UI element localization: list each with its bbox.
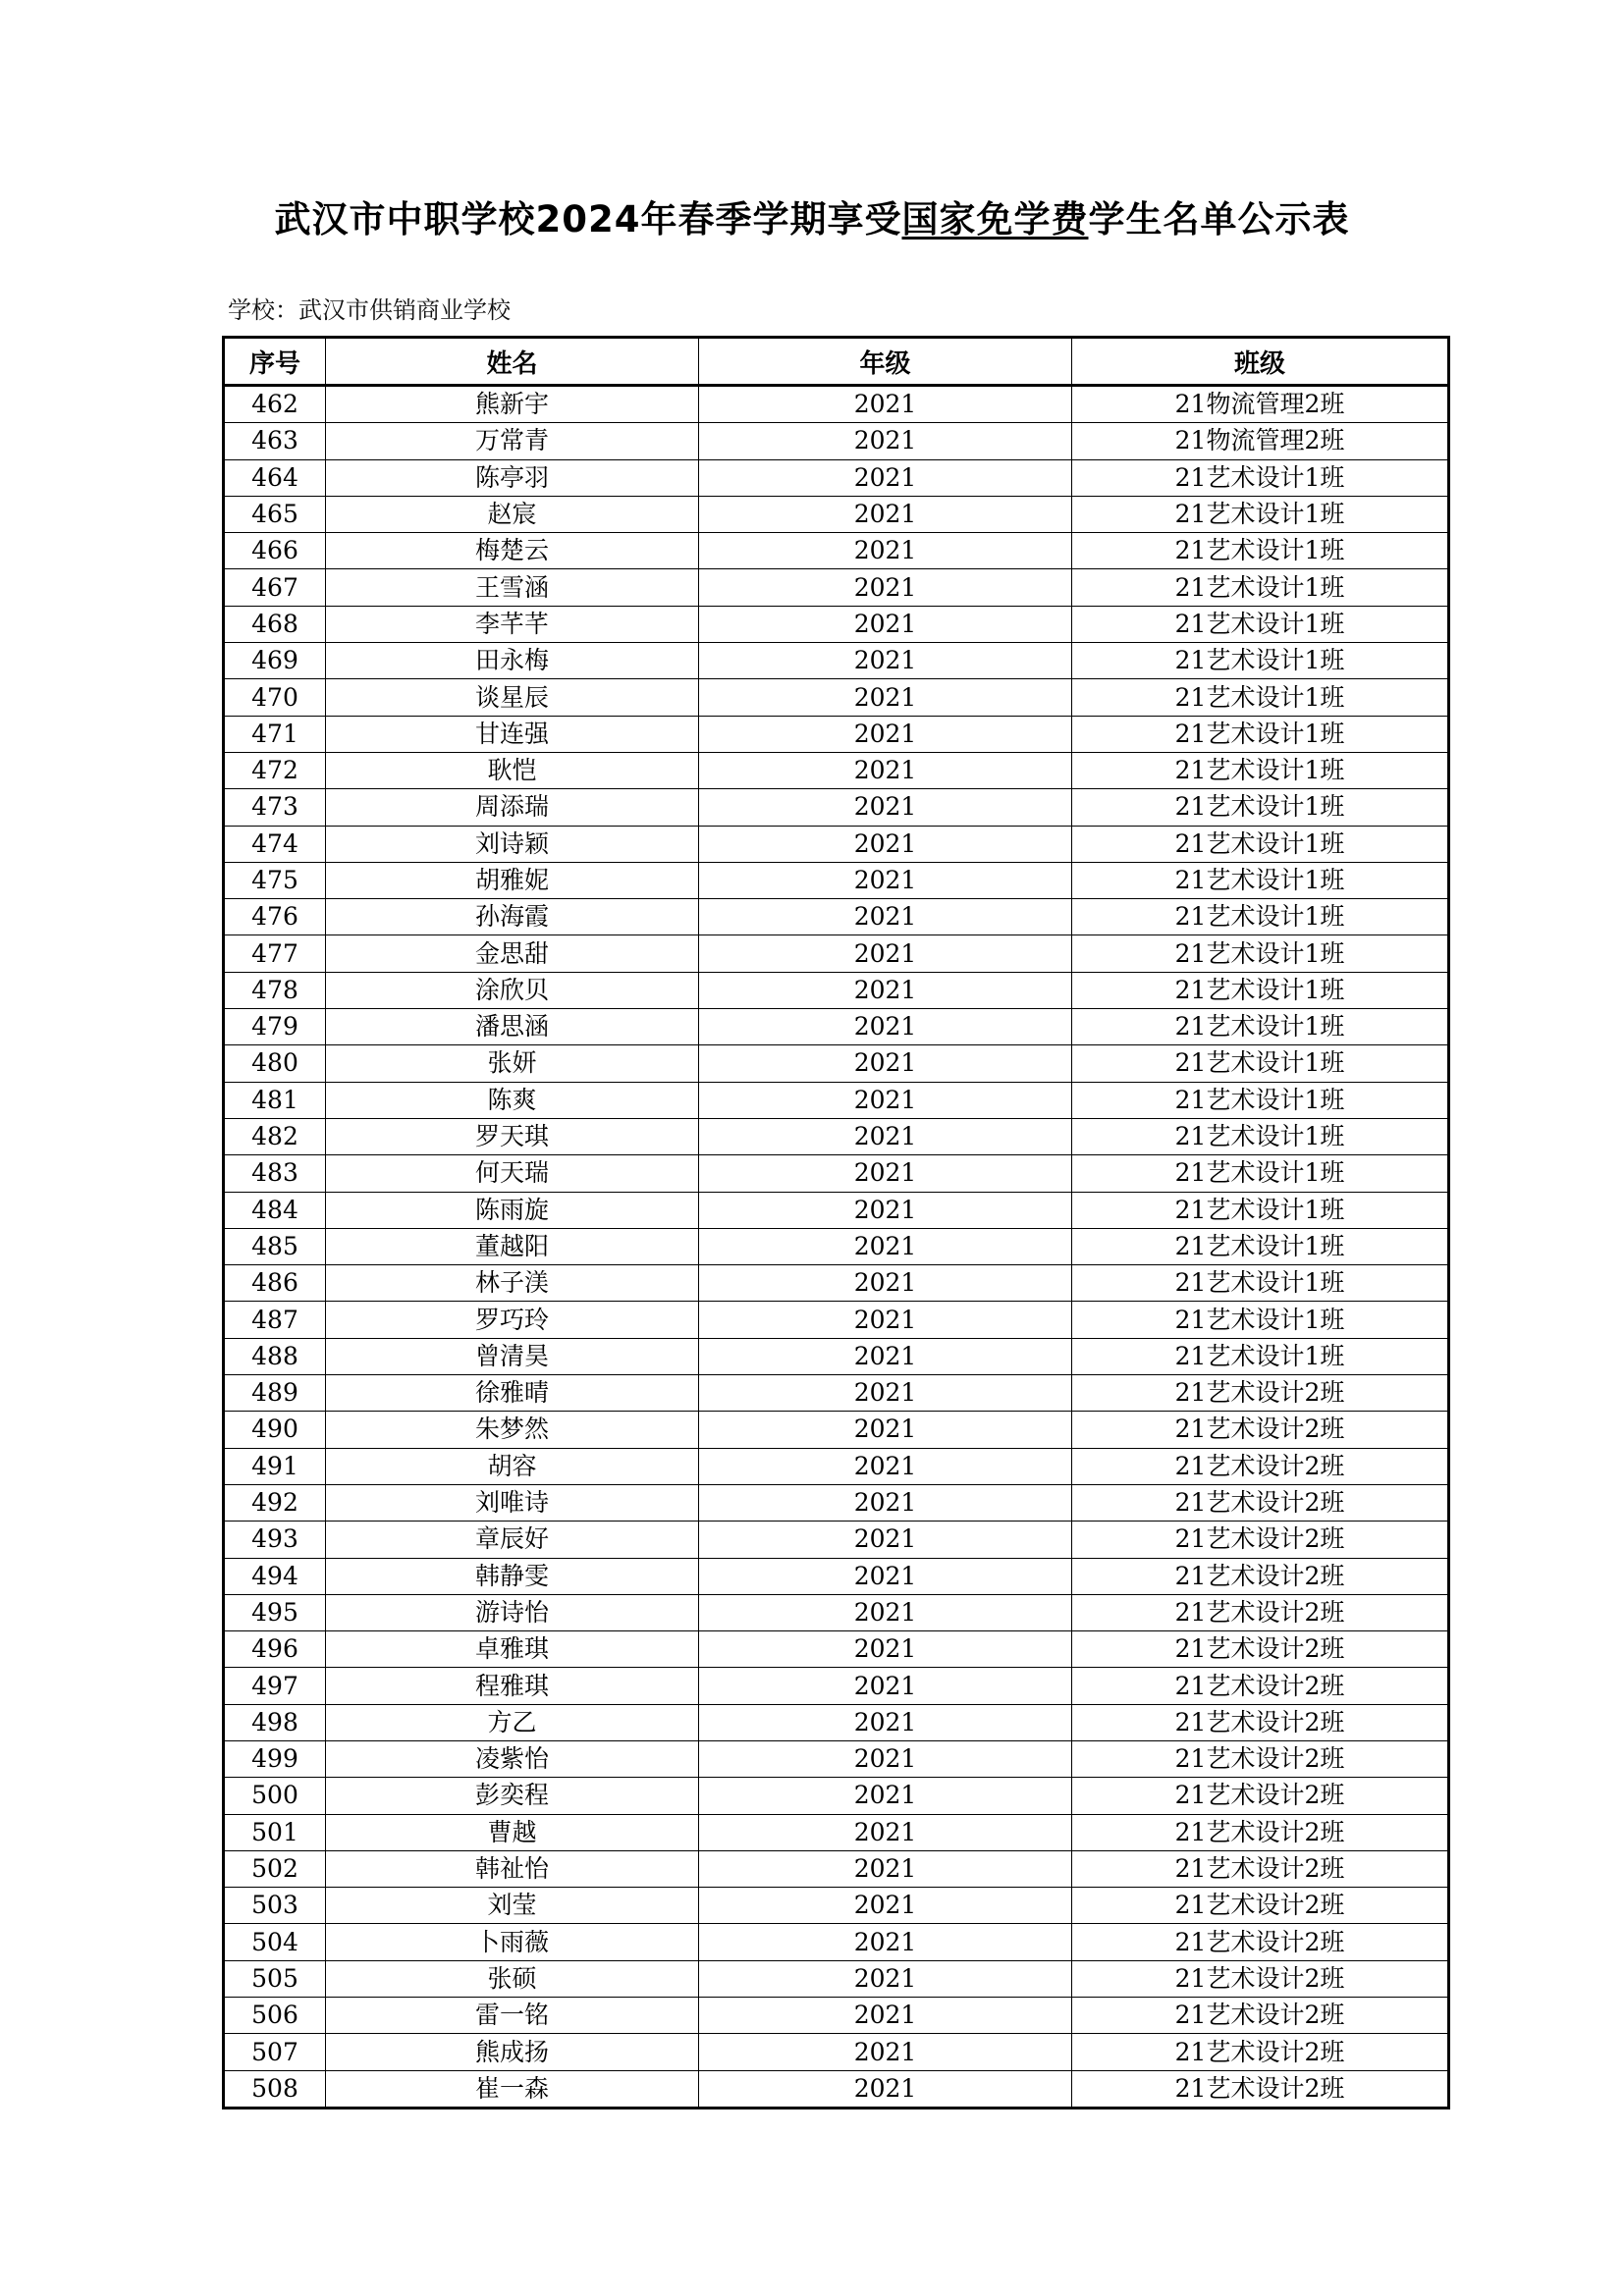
cell-class: 21艺术设计1班 [1072, 1155, 1449, 1192]
table-row [224, 1045, 1449, 1082]
cell-name: 韩祉怡 [326, 1850, 699, 1887]
cell-name: 潘思涵 [326, 1009, 699, 1045]
table-row [224, 1228, 1449, 1264]
cell-class: 21艺术设计2班 [1072, 1448, 1449, 1484]
cell-grade: 2021 [699, 679, 1072, 716]
cell-name: 董越阳 [326, 1228, 699, 1264]
cell-index: 463 [224, 423, 326, 459]
cell-grade: 2021 [699, 1704, 1072, 1740]
cell-index: 495 [224, 1594, 326, 1630]
cell-name: 程雅琪 [326, 1668, 699, 1704]
cell-class: 21艺术设计1班 [1072, 496, 1449, 532]
cell-grade: 2021 [699, 1265, 1072, 1302]
cell-grade: 2021 [699, 752, 1072, 788]
title-prefix: 武汉市中职学校2024年春季学期享受 [274, 198, 902, 240]
cell-index: 479 [224, 1009, 326, 1045]
cell-grade: 2021 [699, 1302, 1072, 1338]
cell-index: 494 [224, 1558, 326, 1594]
cell-grade: 2021 [699, 1448, 1072, 1484]
cell-grade: 2021 [699, 496, 1072, 532]
cell-grade: 2021 [699, 1412, 1072, 1448]
cell-class: 21艺术设计1班 [1072, 1082, 1449, 1118]
cell-grade: 2021 [699, 826, 1072, 862]
cell-grade: 2021 [699, 972, 1072, 1008]
cell-class: 21艺术设计2班 [1072, 1814, 1449, 1850]
cell-class: 21艺术设计2班 [1072, 1484, 1449, 1521]
cell-class: 21艺术设计1班 [1072, 826, 1449, 862]
title-highlight: 国家免学费 [901, 198, 1089, 240]
table-row [224, 1888, 1449, 1924]
cell-index: 465 [224, 496, 326, 532]
cell-index: 484 [224, 1192, 326, 1228]
cell-grade: 2021 [699, 1998, 1072, 2034]
cell-index: 488 [224, 1338, 326, 1374]
cell-index: 464 [224, 459, 326, 496]
cell-name: 方乙 [326, 1704, 699, 1740]
cell-class: 21艺术设计2班 [1072, 1412, 1449, 1448]
cell-index: 468 [224, 606, 326, 642]
table-row [224, 716, 1449, 752]
table-row [224, 569, 1449, 606]
cell-name: 刘唯诗 [326, 1484, 699, 1521]
cell-grade: 2021 [699, 569, 1072, 606]
cell-index: 490 [224, 1412, 326, 1448]
cell-grade: 2021 [699, 1960, 1072, 1997]
table-row [224, 1009, 1449, 1045]
cell-name: 崔一森 [326, 2070, 699, 2108]
cell-name: 陈亭羽 [326, 459, 699, 496]
cell-grade: 2021 [699, 423, 1072, 459]
cell-grade: 2021 [699, 2034, 1072, 2070]
table-row [224, 643, 1449, 679]
cell-name: 卓雅琪 [326, 1631, 699, 1668]
table-row [224, 1448, 1449, 1484]
table-row [224, 1484, 1449, 1521]
cell-grade: 2021 [699, 1082, 1072, 1118]
cell-class: 21艺术设计2班 [1072, 1740, 1449, 1777]
cell-class: 21艺术设计1班 [1072, 1338, 1449, 1374]
cell-class: 21艺术设计1班 [1072, 1228, 1449, 1264]
cell-index: 476 [224, 899, 326, 935]
cell-name: 涂欣贝 [326, 972, 699, 1008]
cell-grade: 2021 [699, 1594, 1072, 1630]
cell-name: 罗天琪 [326, 1118, 699, 1154]
cell-index: 469 [224, 643, 326, 679]
document-title [0, 189, 1624, 242]
cell-index: 475 [224, 862, 326, 898]
cell-grade: 2021 [699, 643, 1072, 679]
cell-class: 21艺术设计2班 [1072, 1998, 1449, 2034]
cell-index: 489 [224, 1375, 326, 1412]
table-row [224, 1412, 1449, 1448]
cell-class: 21艺术设计2班 [1072, 1850, 1449, 1887]
cell-grade: 2021 [699, 1888, 1072, 1924]
cell-name: 刘莹 [326, 1888, 699, 1924]
cell-class: 21艺术设计1班 [1072, 679, 1449, 716]
table-row [224, 789, 1449, 826]
cell-class: 21艺术设计1班 [1072, 643, 1449, 679]
student-roster-table [222, 336, 1450, 2109]
table-row [224, 826, 1449, 862]
cell-index: 471 [224, 716, 326, 752]
cell-class: 21艺术设计2班 [1072, 1960, 1449, 1997]
table-row [224, 1522, 1449, 1558]
cell-name: 耿恺 [326, 752, 699, 788]
table-row [224, 1338, 1449, 1374]
table-row [224, 496, 1449, 532]
cell-name: 朱梦然 [326, 1412, 699, 1448]
cell-index: 507 [224, 2034, 326, 2070]
table-row [224, 1778, 1449, 1814]
cell-name: 张硕 [326, 1960, 699, 1997]
cell-grade: 2021 [699, 1558, 1072, 1594]
cell-class: 21艺术设计2班 [1072, 1668, 1449, 1704]
cell-grade: 2021 [699, 1009, 1072, 1045]
table-row [224, 423, 1449, 459]
cell-index: 478 [224, 972, 326, 1008]
cell-grade: 2021 [699, 459, 1072, 496]
cell-name: 章辰好 [326, 1522, 699, 1558]
cell-index: 485 [224, 1228, 326, 1264]
cell-grade: 2021 [699, 1522, 1072, 1558]
table-row [224, 2034, 1449, 2070]
cell-grade: 2021 [699, 1740, 1072, 1777]
cell-index: 501 [224, 1814, 326, 1850]
table-row [224, 1850, 1449, 1887]
cell-class: 21艺术设计1班 [1072, 1192, 1449, 1228]
table-row [224, 1118, 1449, 1154]
table-body [224, 386, 1449, 2109]
cell-class: 21艺术设计1班 [1072, 1302, 1449, 1338]
cell-name: 陈雨旋 [326, 1192, 699, 1228]
cell-name: 胡雅妮 [326, 862, 699, 898]
cell-name: 陈爽 [326, 1082, 699, 1118]
cell-index: 508 [224, 2070, 326, 2108]
cell-class: 21艺术设计2班 [1072, 1631, 1449, 1668]
cell-name: 张妍 [326, 1045, 699, 1082]
cell-index: 473 [224, 789, 326, 826]
table-row [224, 1814, 1449, 1850]
header-row [224, 338, 1449, 386]
cell-grade: 2021 [699, 2070, 1072, 2108]
cell-grade: 2021 [699, 716, 1072, 752]
table-row [224, 972, 1449, 1008]
cell-class: 21艺术设计2班 [1072, 1704, 1449, 1740]
cell-name: 曾清昊 [326, 1338, 699, 1374]
cell-index: 505 [224, 1960, 326, 1997]
cell-grade: 2021 [699, 1924, 1072, 1960]
cell-name: 胡容 [326, 1448, 699, 1484]
cell-class: 21艺术设计2班 [1072, 1924, 1449, 1960]
cell-class: 21艺术设计1班 [1072, 533, 1449, 569]
cell-class: 21艺术设计2班 [1072, 1778, 1449, 1814]
cell-index: 474 [224, 826, 326, 862]
cell-class: 21艺术设计1班 [1072, 459, 1449, 496]
cell-grade: 2021 [699, 1338, 1072, 1374]
cell-grade: 2021 [699, 1484, 1072, 1521]
cell-name: 谈星辰 [326, 679, 699, 716]
cell-class: 21艺术设计1班 [1072, 1118, 1449, 1154]
cell-name: 凌紫怡 [326, 1740, 699, 1777]
table-row [224, 1082, 1449, 1118]
cell-grade: 2021 [699, 789, 1072, 826]
cell-class: 21艺术设计2班 [1072, 1888, 1449, 1924]
cell-name: 万常青 [326, 423, 699, 459]
cell-name: 游诗怡 [326, 1594, 699, 1630]
cell-class: 21艺术设计2班 [1072, 1594, 1449, 1630]
table-row [224, 1998, 1449, 2034]
cell-class: 21物流管理2班 [1072, 386, 1449, 423]
cell-class: 21艺术设计1班 [1072, 935, 1449, 972]
cell-class: 21艺术设计1班 [1072, 899, 1449, 935]
cell-class: 21艺术设计1班 [1072, 606, 1449, 642]
cell-grade: 2021 [699, 1850, 1072, 1887]
cell-name: 罗巧玲 [326, 1302, 699, 1338]
table-row [224, 1704, 1449, 1740]
cell-name: 甘连强 [326, 716, 699, 752]
cell-grade: 2021 [699, 1631, 1072, 1668]
cell-class: 21艺术设计1班 [1072, 1009, 1449, 1045]
table-row [224, 1558, 1449, 1594]
cell-index: 493 [224, 1522, 326, 1558]
cell-index: 504 [224, 1924, 326, 1960]
header-grade: 年级 [699, 338, 1072, 386]
table-row [224, 1740, 1449, 1777]
table-header [224, 338, 1449, 386]
cell-index: 497 [224, 1668, 326, 1704]
header-index: 序号 [224, 338, 326, 386]
cell-class: 21艺术设计2班 [1072, 1375, 1449, 1412]
cell-grade: 2021 [699, 1192, 1072, 1228]
table-row [224, 2070, 1449, 2108]
cell-index: 482 [224, 1118, 326, 1154]
cell-grade: 2021 [699, 935, 1072, 972]
cell-name: 熊成扬 [326, 2034, 699, 2070]
cell-index: 462 [224, 386, 326, 423]
cell-class: 21艺术设计1班 [1072, 862, 1449, 898]
cell-name: 雷一铭 [326, 1998, 699, 2034]
cell-grade: 2021 [699, 862, 1072, 898]
table-row [224, 1960, 1449, 1997]
cell-grade: 2021 [699, 386, 1072, 423]
cell-name: 梅楚云 [326, 533, 699, 569]
cell-grade: 2021 [699, 1778, 1072, 1814]
cell-class: 21艺术设计2班 [1072, 1522, 1449, 1558]
cell-name: 曹越 [326, 1814, 699, 1850]
table-row [224, 1924, 1449, 1960]
table-row [224, 752, 1449, 788]
cell-name: 赵宸 [326, 496, 699, 532]
cell-index: 487 [224, 1302, 326, 1338]
cell-name: 韩静雯 [326, 1558, 699, 1594]
cell-index: 480 [224, 1045, 326, 1082]
cell-grade: 2021 [699, 1375, 1072, 1412]
cell-index: 492 [224, 1484, 326, 1521]
cell-name: 周添瑞 [326, 789, 699, 826]
header-name: 姓名 [326, 338, 699, 386]
table-row [224, 862, 1449, 898]
table-row [224, 386, 1449, 423]
table-row [224, 1302, 1449, 1338]
cell-index: 499 [224, 1740, 326, 1777]
cell-index: 500 [224, 1778, 326, 1814]
cell-name: 徐雅晴 [326, 1375, 699, 1412]
cell-index: 496 [224, 1631, 326, 1668]
cell-class: 21艺术设计1班 [1072, 752, 1449, 788]
table-row [224, 606, 1449, 642]
cell-class: 21艺术设计1班 [1072, 1045, 1449, 1082]
cell-class: 21艺术设计1班 [1072, 789, 1449, 826]
table-row [224, 1668, 1449, 1704]
cell-grade: 2021 [699, 1155, 1072, 1192]
cell-index: 498 [224, 1704, 326, 1740]
table-row [224, 459, 1449, 496]
cell-name: 金思甜 [326, 935, 699, 972]
cell-index: 502 [224, 1850, 326, 1887]
cell-grade: 2021 [699, 606, 1072, 642]
cell-index: 472 [224, 752, 326, 788]
cell-grade: 2021 [699, 1045, 1072, 1082]
table-row [224, 935, 1449, 972]
cell-class: 21艺术设计2班 [1072, 2070, 1449, 2108]
cell-index: 470 [224, 679, 326, 716]
cell-index: 483 [224, 1155, 326, 1192]
table-row [224, 1375, 1449, 1412]
table-row [224, 679, 1449, 716]
cell-class: 21艺术设计1班 [1072, 1265, 1449, 1302]
cell-index: 486 [224, 1265, 326, 1302]
school-line: 学校：武汉市供销商业学校 [228, 296, 511, 324]
cell-index: 466 [224, 533, 326, 569]
cell-grade: 2021 [699, 899, 1072, 935]
cell-class: 21艺术设计1班 [1072, 716, 1449, 752]
cell-grade: 2021 [699, 533, 1072, 569]
cell-name: 何天瑞 [326, 1155, 699, 1192]
table-row [224, 899, 1449, 935]
cell-grade: 2021 [699, 1228, 1072, 1264]
cell-name: 熊新宇 [326, 386, 699, 423]
cell-name: 卜雨薇 [326, 1924, 699, 1960]
cell-class: 21艺术设计1班 [1072, 569, 1449, 606]
table-row [224, 1594, 1449, 1630]
table-row [224, 1265, 1449, 1302]
cell-grade: 2021 [699, 1814, 1072, 1850]
title-suffix: 学生名单公示表 [1088, 198, 1350, 240]
cell-index: 481 [224, 1082, 326, 1118]
table-row [224, 533, 1449, 569]
cell-index: 491 [224, 1448, 326, 1484]
cell-class: 21艺术设计2班 [1072, 2034, 1449, 2070]
table-row [224, 1192, 1449, 1228]
table-row [224, 1631, 1449, 1668]
cell-name: 李芊芊 [326, 606, 699, 642]
cell-name: 田永梅 [326, 643, 699, 679]
cell-class: 21物流管理2班 [1072, 423, 1449, 459]
table-row [224, 1155, 1449, 1192]
cell-name: 孙海霞 [326, 899, 699, 935]
cell-grade: 2021 [699, 1668, 1072, 1704]
cell-class: 21艺术设计2班 [1072, 1558, 1449, 1594]
cell-index: 503 [224, 1888, 326, 1924]
cell-name: 刘诗颖 [326, 826, 699, 862]
cell-name: 王雪涵 [326, 569, 699, 606]
cell-name: 彭奕程 [326, 1778, 699, 1814]
cell-grade: 2021 [699, 1118, 1072, 1154]
cell-index: 467 [224, 569, 326, 606]
cell-index: 506 [224, 1998, 326, 2034]
cell-name: 林子渼 [326, 1265, 699, 1302]
header-class: 班级 [1072, 338, 1449, 386]
cell-index: 477 [224, 935, 326, 972]
cell-class: 21艺术设计1班 [1072, 972, 1449, 1008]
